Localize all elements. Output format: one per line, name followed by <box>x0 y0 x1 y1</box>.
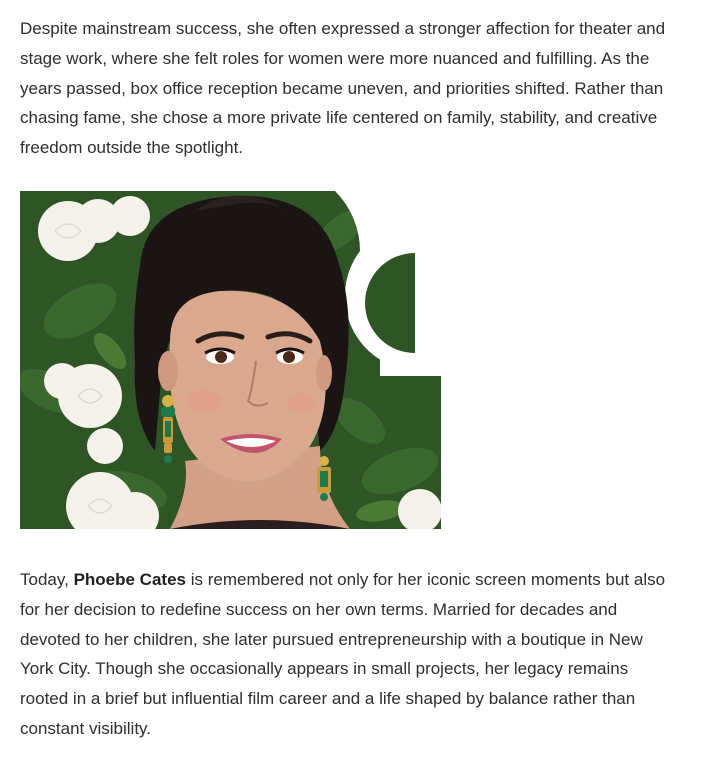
paragraph-2-rest: is remembered not only for her iconic screen moments but also for her decision to redefine success on her own terms. Married for decades and devoted to her children, she later pursued entrepreneurship with a boutique in New York City. Though she occasionally appears in small projects, her legacy remains rooted in a brief but influential film career and a life shaped by balance rather than constant visibility. <box>20 569 666 738</box>
portrait-photo <box>20 191 441 529</box>
article-paragraph-2 <box>20 565 680 744</box>
article-body <box>20 14 680 744</box>
article-paragraph-1: Despite mainstream success, she often expressed a stronger affection for theater and stage work, where she felt roles for women were more nuanced and fulfilling. As the years passed, box office reception became uneven, and priorities shifted. Rather than chasing fame, she chose a more private life centered on family, stability, and creative freedom outside the spotlight. <box>20 19 666 158</box>
person-name-highlight: Phoebe Cates <box>73 569 186 589</box>
paragraph-2-lead: Today, <box>20 569 74 589</box>
